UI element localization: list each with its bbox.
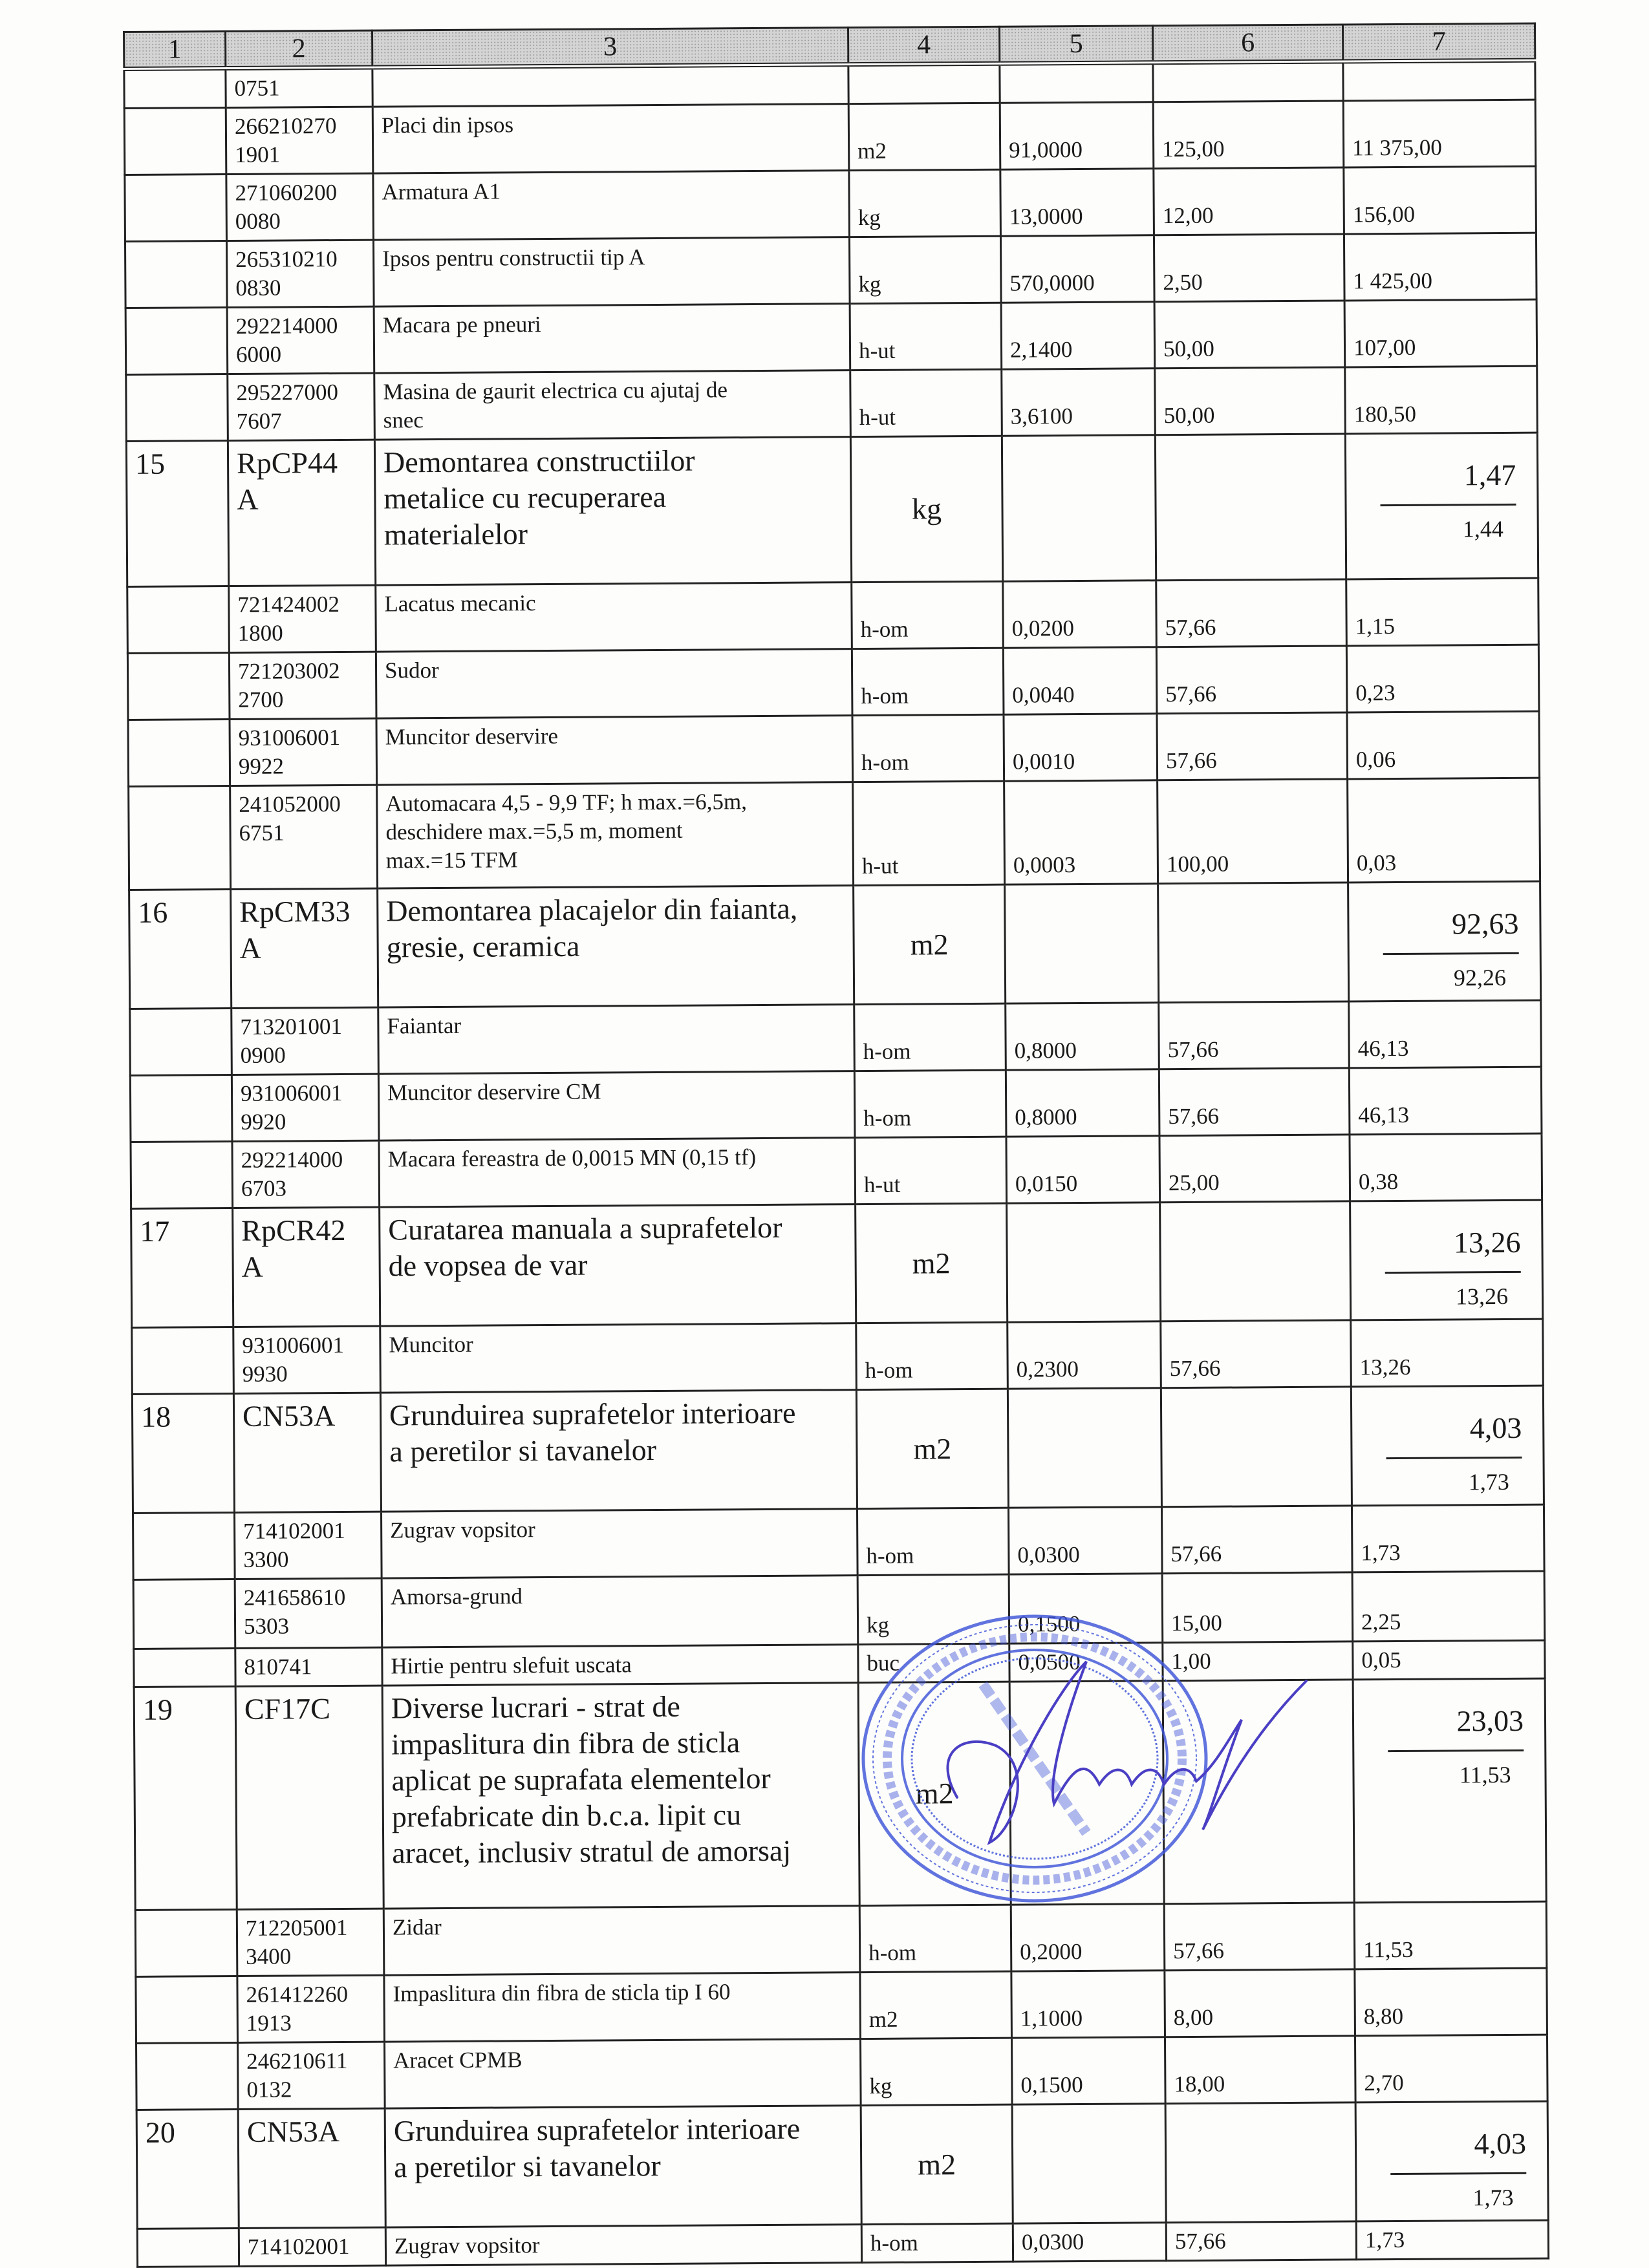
cell-code: 810741 (235, 1647, 382, 1686)
cell-unit: m2 (861, 2104, 1013, 2224)
cell-price (1165, 2102, 1356, 2223)
cell-no (125, 175, 227, 242)
cell-total: 107,00 (1344, 299, 1537, 367)
cell-name: Impaslitura din fibra de sticla tip I 60 (384, 1973, 861, 2042)
resource-row (131, 1133, 1542, 1208)
item-total: 1,47 (1463, 458, 1516, 492)
cell-price: 57,66 (1157, 712, 1348, 780)
cell-qty: 0,0010 (1004, 714, 1158, 781)
cell-unit: m2 (860, 1971, 1012, 2038)
item-labor-subtotal: 1,73 (1468, 1468, 1509, 1495)
cell-code: 721424002 1800 (229, 585, 376, 652)
cell-code: 713201001 0900 (232, 1007, 379, 1075)
cell-no (137, 2228, 239, 2267)
work-item-row (131, 1200, 1543, 1327)
resource-row (132, 1319, 1544, 1394)
resource-row (128, 711, 1540, 786)
cell-qty (1008, 1388, 1161, 1508)
estimate-document (123, 23, 1549, 2268)
cell-code: 931006001 9920 (232, 1074, 379, 1141)
cell-name: Grunduirea suprafetelor interioare a peretilor si tavanelor (385, 2106, 861, 2227)
cell-no (125, 241, 227, 308)
cell-code: 712205001 3400 (237, 1909, 384, 1976)
cell-name: Muncitor deservire (376, 716, 853, 785)
cell-code: CF17C (235, 1685, 383, 1909)
cell-no (128, 720, 230, 787)
resource-row (130, 1000, 1542, 1075)
cell-price: 50,00 (1155, 367, 1346, 435)
cell-qty: 2,1400 (1001, 302, 1155, 369)
cell-total (1350, 1200, 1543, 1320)
cell-price: 57,66 (1156, 579, 1347, 647)
cell-qty: 0,8000 (1006, 1069, 1159, 1137)
cell-unit (848, 63, 1000, 103)
cell-price: 57,66 (1161, 1506, 1352, 1574)
cell-total: 0,06 (1347, 711, 1540, 779)
cell-total: 1 425,00 (1344, 233, 1536, 301)
cell-total: 46,13 (1349, 1000, 1542, 1068)
cell-code: 721203002 2700 (229, 652, 376, 719)
fraction-divider (1383, 952, 1519, 955)
cell-unit: h-om (857, 1508, 1009, 1575)
resource-row (125, 233, 1536, 308)
cell-name: Demontarea constructiilor metalice cu recuperarea materialelor (374, 437, 851, 585)
cell-qty: 0,0040 (1003, 647, 1157, 714)
cell-no (130, 1075, 232, 1142)
cell-code: 261412260 1913 (237, 1975, 385, 2042)
cell-code: 714102001 3300 (235, 1512, 382, 1579)
cell-name: Masina de gaurit electrica cu ajutaj de snec (374, 370, 851, 440)
cell-code: RpCP44 A (228, 440, 375, 586)
cell-no (124, 108, 226, 175)
work-item-row (126, 433, 1538, 586)
cell-price: 12,00 (1154, 167, 1344, 235)
cell-price: 57,66 (1156, 646, 1347, 714)
cell-code: 265310210 0830 (226, 240, 374, 307)
cell-unit: h-om (852, 714, 1004, 782)
cell-qty (1009, 1681, 1164, 1905)
cell-unit: h-om (861, 2223, 1013, 2262)
cell-no (136, 2042, 239, 2110)
fraction-divider (1390, 2172, 1526, 2175)
cell-unit: kg (860, 2038, 1012, 2105)
cell-price: 57,66 (1159, 1001, 1350, 1069)
resource-row (130, 1067, 1542, 1142)
cell-qty: 0,0003 (1004, 780, 1158, 884)
cell-total: 180,50 (1345, 366, 1538, 434)
fraction-divider (1388, 1749, 1524, 1752)
resource-row (136, 2035, 1548, 2110)
cell-price (1158, 883, 1349, 1003)
cell-no: 20 (136, 2109, 239, 2229)
cell-price: 8,00 (1165, 1969, 1355, 2037)
cell-name (372, 65, 848, 107)
resource-row (136, 1968, 1547, 2043)
cell-unit: h-om (852, 648, 1004, 715)
cell-name: Sudor (376, 649, 852, 718)
cell-no (135, 1909, 237, 1976)
column-header-3: 3 (372, 28, 848, 67)
cell-no: 17 (131, 1208, 233, 1327)
column-header-6: 6 (1152, 25, 1342, 63)
cell-code: 246210611 0132 (238, 2042, 385, 2109)
resource-row (135, 1901, 1547, 1976)
cell-price: 125,00 (1153, 101, 1344, 169)
cell-code: 241658610 5303 (235, 1578, 382, 1648)
cell-no (127, 653, 230, 720)
cell-unit: kg (849, 236, 1001, 303)
work-item-row (136, 2101, 1548, 2229)
cell-code: 266210270 1901 (226, 107, 373, 174)
item-labor-subtotal: 11,53 (1459, 1761, 1511, 1788)
cell-no (124, 69, 226, 109)
cell-code: CN53A (238, 2108, 385, 2228)
cell-price: 50,00 (1154, 301, 1345, 369)
cell-unit: h-om (856, 1322, 1008, 1389)
work-item-row (134, 1678, 1546, 1910)
cell-code: 0751 (226, 67, 372, 107)
cell-code: 292214000 6703 (232, 1140, 380, 1208)
cell-unit: buc (858, 1643, 1009, 1682)
resource-row (126, 366, 1538, 441)
cell-unit: h-om (859, 1905, 1011, 1972)
cell-code: 292214000 6000 (227, 306, 374, 374)
cell-price: 15,00 (1162, 1572, 1353, 1643)
cell-unit: h-ut (853, 781, 1005, 885)
item-total: 4,03 (1474, 2126, 1527, 2161)
cell-qty (1005, 884, 1159, 1003)
cell-total: 0,38 (1350, 1133, 1542, 1201)
cell-code: RpCR42 A (233, 1207, 380, 1327)
cell-name: Hirtie pentru slefuit uscata (382, 1645, 858, 1685)
cell-no (129, 786, 231, 890)
resource-row (133, 1571, 1545, 1649)
resource-row (127, 645, 1539, 720)
cell-qty: 0,1500 (1011, 2037, 1165, 2104)
resource-row (125, 166, 1536, 241)
cell-name: Macara fereastra de 0,0015 MN (0,15 tf) (379, 1138, 856, 1207)
cell-qty (1000, 63, 1153, 103)
cell-total: 1,73 (1352, 1504, 1544, 1572)
cell-name: Demontarea placajelor din faianta, gresie, ceramica (378, 886, 854, 1007)
resource-row (137, 2220, 1548, 2267)
cell-qty: 0,2000 (1011, 1904, 1165, 1971)
cell-no (130, 1009, 232, 1076)
cell-qty: 0,0200 (1003, 581, 1157, 648)
cell-code: 714102001 (239, 2227, 385, 2266)
cell-price: 100,00 (1158, 779, 1348, 884)
cell-code: 931006001 9922 (230, 718, 377, 786)
item-labor-subtotal: 1,44 (1462, 515, 1503, 542)
cell-name: Muncitor (380, 1323, 857, 1393)
cell-price: 57,66 (1164, 1903, 1355, 1971)
resource-row (129, 778, 1540, 890)
cell-no (133, 1512, 235, 1579)
cell-qty: 91,0000 (1000, 102, 1154, 169)
column-header-1: 1 (124, 32, 226, 69)
cell-qty: 0,0500 (1009, 1643, 1163, 1682)
cell-name: Zidar (383, 1906, 860, 1975)
cell-price: 1,00 (1163, 1642, 1353, 1681)
fraction-divider (1386, 1457, 1522, 1459)
cell-unit: h-ut (850, 369, 1002, 436)
column-header-2: 2 (226, 30, 372, 68)
cell-no: 18 (132, 1393, 234, 1513)
cell-total (1348, 881, 1541, 1001)
cell-name: Curatarea manuala a suprafetelor de vopsea de var (380, 1204, 856, 1326)
cell-name: Muncitor deservire CM (378, 1071, 855, 1140)
item-total: 23,03 (1456, 1704, 1524, 1738)
cell-no (132, 1327, 234, 1394)
cell-unit: m2 (856, 1203, 1008, 1323)
cell-no: 16 (129, 890, 232, 1009)
cell-name: Lacatus mecanic (376, 583, 852, 652)
cell-total: 13,26 (1351, 1319, 1544, 1387)
cell-name: Zugrav vopsitor (381, 1509, 857, 1578)
item-labor-subtotal: 13,26 (1455, 1283, 1509, 1310)
cell-unit: h-ut (850, 303, 1002, 370)
resource-row (124, 100, 1536, 175)
cell-qty: 0,0300 (1008, 1507, 1162, 1574)
cell-name: Aracet CPMB (385, 2039, 861, 2108)
cell-unit: m2 (858, 1682, 1011, 1905)
cell-price: 57,66 (1159, 1068, 1350, 1136)
cell-price (1161, 1387, 1352, 1507)
fraction-divider (1385, 1271, 1521, 1274)
cell-total: 2,25 (1352, 1571, 1545, 1642)
cell-unit: h-om (852, 581, 1004, 648)
cell-name: Amorsa-grund (382, 1576, 858, 1647)
column-header-7: 7 (1342, 23, 1535, 61)
cell-total: 2,70 (1355, 2035, 1547, 2102)
cell-name: Macara pe pneuri (374, 304, 850, 373)
cell-code: 295227000 7607 (228, 373, 375, 440)
cell-price: 18,00 (1165, 2036, 1355, 2104)
cell-price (1160, 1201, 1351, 1321)
cell-no (126, 374, 228, 442)
cell-unit: kg (857, 1574, 1009, 1644)
item-total: 13,26 (1453, 1225, 1521, 1259)
cell-name: Ipsos pentru constructii tip A (373, 237, 850, 306)
item-total: 92,63 (1451, 906, 1519, 941)
cell-name: Faiantar (378, 1005, 855, 1074)
cell-total: 0,05 (1353, 1640, 1545, 1680)
cell-qty: 570,0000 (1000, 235, 1154, 303)
cell-total: 46,13 (1349, 1067, 1542, 1135)
cell-no: 15 (126, 441, 228, 587)
cell-unit: m2 (854, 884, 1006, 1004)
cell-qty: 0,0150 (1006, 1136, 1160, 1203)
cell-total: 8,80 (1355, 1968, 1547, 2036)
cell-qty: 0,1500 (1009, 1574, 1163, 1643)
cell-total (1353, 1678, 1546, 1903)
cell-unit: kg (849, 169, 1001, 237)
cell-price: 57,66 (1161, 1320, 1352, 1388)
cell-name: Placi din ipsos (372, 104, 849, 173)
cell-code: 271060200 0080 (226, 173, 374, 241)
cell-qty: 0,8000 (1006, 1003, 1159, 1070)
cell-total (1345, 433, 1538, 579)
cell-price: 57,66 (1166, 2221, 1356, 2261)
cell-price (1163, 1680, 1354, 1904)
cell-price: 2,50 (1154, 234, 1344, 302)
cell-total (1351, 1385, 1544, 1506)
cell-total: 156,00 (1344, 166, 1536, 234)
cell-total: 1,15 (1346, 578, 1539, 646)
fraction-divider (1381, 504, 1516, 506)
cell-qty: 13,0000 (1000, 169, 1154, 236)
cell-price (1153, 61, 1343, 102)
work-item-row (132, 1385, 1544, 1513)
cell-unit: h-om (854, 1070, 1006, 1137)
item-labor-subtotal: 92,26 (1453, 964, 1507, 991)
cell-code: 931006001 9930 (233, 1326, 381, 1393)
cell-qty: 1,1000 (1011, 1971, 1165, 2038)
cell-qty: 0,0300 (1013, 2223, 1166, 2262)
table-body (124, 60, 1549, 2267)
cell-no: 19 (134, 1686, 237, 1910)
cell-unit: h-ut (855, 1137, 1007, 1204)
estimate-table (123, 23, 1549, 2268)
item-total: 4,03 (1469, 1411, 1522, 1445)
cell-code: RpCM33 A (231, 888, 378, 1008)
cell-name: Grunduirea suprafetelor interioare a peretilor si tavanelor (380, 1390, 857, 1512)
cell-unit: m2 (856, 1389, 1008, 1508)
cell-no (134, 1648, 235, 1687)
cell-no (131, 1141, 233, 1208)
cell-no (127, 586, 230, 654)
cell-qty (1012, 2104, 1166, 2223)
cell-name: Zugrav vopsitor (385, 2225, 861, 2265)
cell-name: Automacara 4,5 - 9,9 TF; h max.=6,5m, deschidere max.=5,5 m, moment max.=15 TFM (377, 782, 854, 888)
cell-unit: kg (850, 436, 1002, 582)
cell-code: CN53A (233, 1393, 381, 1512)
cell-code: 241052000 6751 (230, 785, 378, 889)
cell-no (133, 1579, 235, 1649)
cell-qty: 3,6100 (1002, 369, 1156, 436)
resource-row (125, 299, 1537, 374)
cell-total (1355, 2101, 1548, 2221)
cell-name: Armatura A1 (373, 171, 850, 240)
cell-qty (1007, 1203, 1161, 1322)
cell-no (136, 1976, 238, 2043)
work-item-row (129, 881, 1541, 1009)
cell-unit: m2 (848, 103, 1000, 170)
cell-no (125, 308, 228, 375)
item-labor-subtotal: 1,73 (1472, 2184, 1514, 2211)
cell-qty (1002, 435, 1156, 581)
cell-total: 1,73 (1356, 2220, 1548, 2260)
cell-total: 11,53 (1354, 1901, 1547, 1969)
cell-total: 11 375,00 (1343, 100, 1536, 167)
cell-name: Diverse lucrari - strat de impaslitura din fibra de sticla aplicat pe suprafata elementelor prefabricate din b.c.a. lipit cu aracet, inclusiv stratul de amorsaj (382, 1683, 859, 1909)
cell-qty: 0,2300 (1008, 1321, 1161, 1389)
column-header-4: 4 (848, 27, 999, 64)
resource-row (133, 1504, 1545, 1579)
cell-total (1343, 60, 1535, 101)
cell-price: 25,00 (1159, 1135, 1350, 1203)
cell-total: 0,23 (1346, 645, 1539, 712)
cell-unit: h-om (854, 1003, 1006, 1071)
resource-row (127, 578, 1539, 653)
cell-total: 0,03 (1348, 778, 1540, 883)
cell-price (1155, 434, 1346, 581)
column-header-5: 5 (999, 26, 1152, 63)
